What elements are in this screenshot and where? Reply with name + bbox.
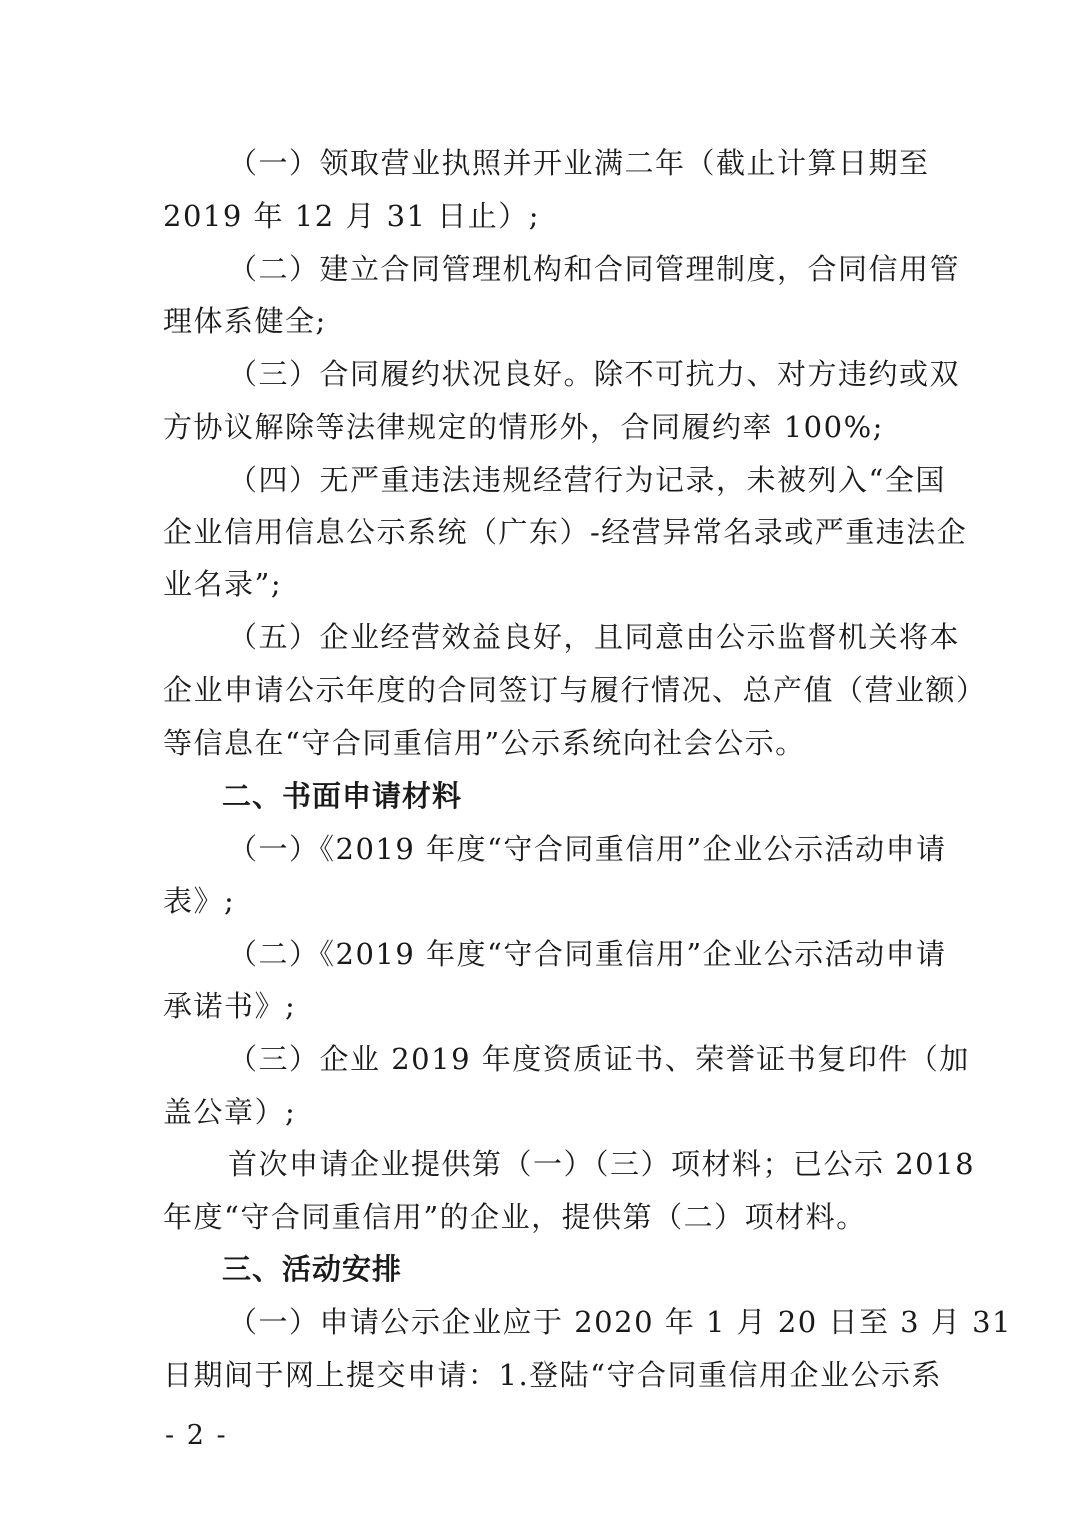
text-line: （三）合同履约状况良好。除不可抗力、对方违约或双 [228,357,961,391]
text-line: 表》; [163,884,236,918]
section-heading: 三、活动安排 [222,1252,403,1286]
text-line: （二）《2019 年度“守合同重信用”企业公示活动申请 [228,937,947,971]
text-line: （三）企业 2019 年度资质证书、荣誉证书复印件（加 [228,1042,970,1076]
text-line: （一）《2019 年度“守合同重信用”企业公示活动申请 [228,832,947,866]
text-line: 2019 年 12 月 31 日止）; [163,199,540,233]
text-line: 年度“守合同重信用”的企业，提供第（二）项材料。 [163,1200,867,1234]
text-line: （一）申请公示企业应于 2020 年 1 月 20 日至 3 月 31 [228,1305,1012,1339]
text-line: 企业信用信息公示系统（广东）-经营异常名录或严重违法企 [163,515,968,549]
text-line: 等信息在“守合同重信用”公示系统向社会公示。 [163,726,806,760]
text-line: 日期间于网上提交申请：1.登陆“守合同重信用企业公示系 [163,1358,942,1392]
text-line: （二）建立合同管理机构和合同管理制度，合同信用管 [228,252,961,286]
text-line: 首次申请企业提供第（一）（三）项材料；已公示 2018 [228,1147,976,1181]
text-line: （四）无严重违法违规经营行为记录，未被列入“全国 [228,463,946,497]
text-line: 方协议解除等法律规定的情形外，合同履约率 100%; [163,410,884,444]
text-line: （一）领取营业执照并开业满二年（截止计算日期至 [228,146,930,180]
text-line: （五）企业经营效益良好，且同意由公示监督机关将本 [228,620,961,654]
text-line: 理体系健全; [163,304,327,338]
text-line: 企业申请公示年度的合同签订与履行情况、总产值（营业额） [163,673,987,707]
text-line: 盖公章）; [163,1095,297,1129]
page-number: - 2 - [165,1420,228,1451]
text-line: 承诺书》; [163,989,297,1023]
section-heading: 二、书面申请材料 [222,779,463,813]
text-line: 业名录”; [163,567,283,601]
